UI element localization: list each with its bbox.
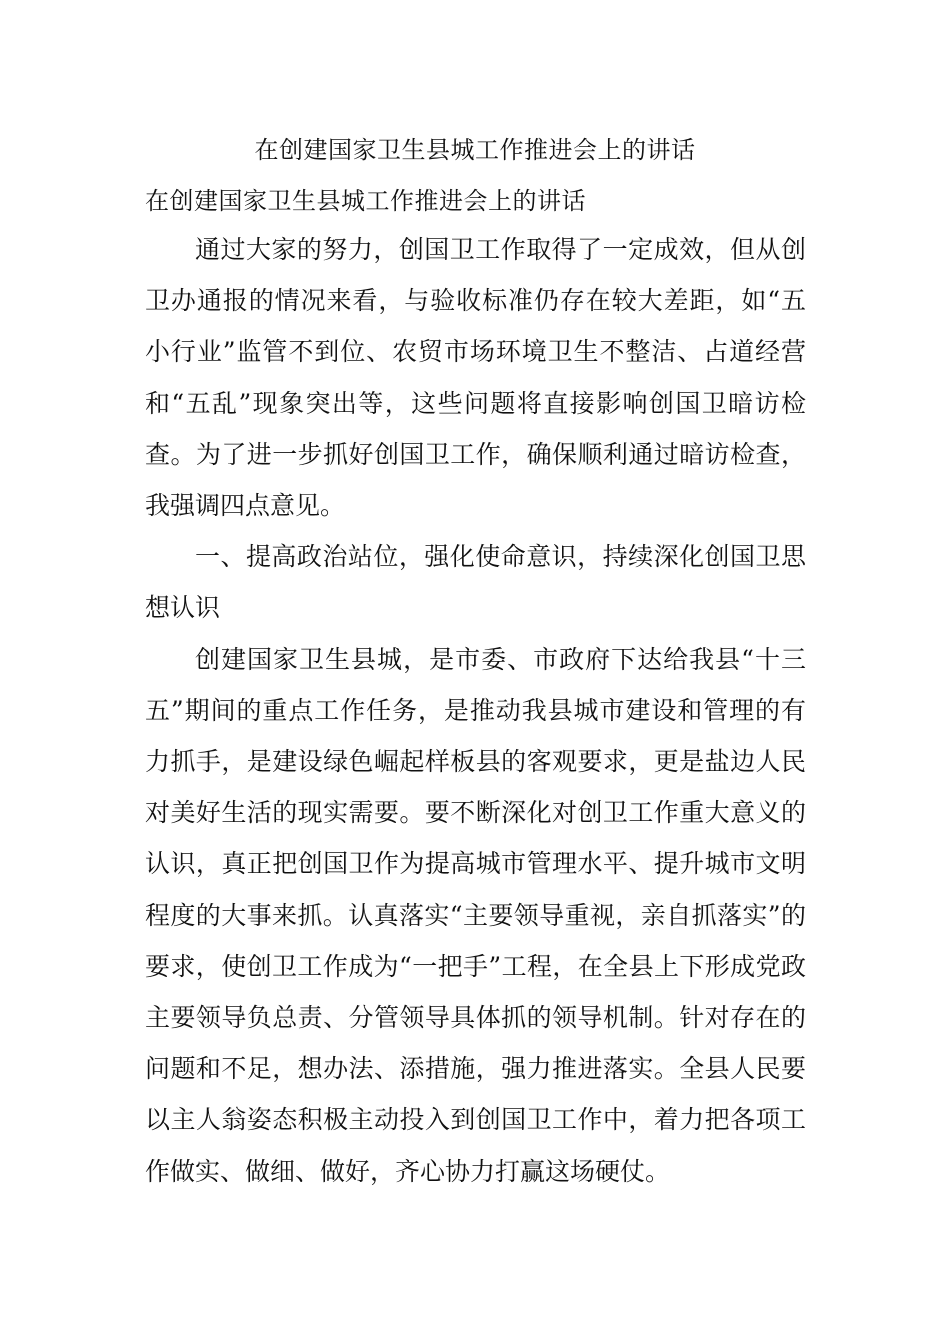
- document-body: [145, 224, 806, 1197]
- paragraph-section-1: 创建国家卫生县城，是市委、市政府下达给我县“十三五”期间的重点工作任务，是推动我县城市建设和管理的有力抓手，是建设绿色崛起样板县的客观要求，更是盐边人民对美好生活的现实需要。要不断深化对创卫工作重大意义的认识，真正把创国卫作为提高城市管理水平、提升城市文明程度的大事来抓。认真落实“主要领导重视，亲自抓落实”的要求，使创卫工作成为“一把手”工程，在全县上下形成党政主要领导负总责、分管领导具体抓的领导机制。针对存在的问题和不足，想办法、添措施，强力推进落实。全县人民要以主人翁姿态积极主动投入到创国卫工作中，着力把各项工作做实、做细、做好，齐心协力打赢这场硬仗。: [145, 644, 806, 1186]
- section-heading-1: 一、提高政治站位，强化使命意识，持续深化创国卫思想认识: [145, 542, 806, 623]
- document-title: 在创建国家卫生县城工作推进会上的讲话: [254, 136, 696, 164]
- document-subtitle: 在创建国家卫生县城工作推进会上的讲话: [145, 187, 586, 215]
- paragraph-intro: 通过大家的努力，创国卫工作取得了一定成效，但从创卫办通报的情况来看，与验收标准仍存在较大差距，如“五小行业”监管不到位、农贸市场环境卫生不整洁、占道经营和“五乱”现象突出等，这些问题将直接影响创国卫暗访检查。为了进一步抓好创国卫工作，确保顺利通过暗访检查，我强调四点意见。: [145, 235, 806, 521]
